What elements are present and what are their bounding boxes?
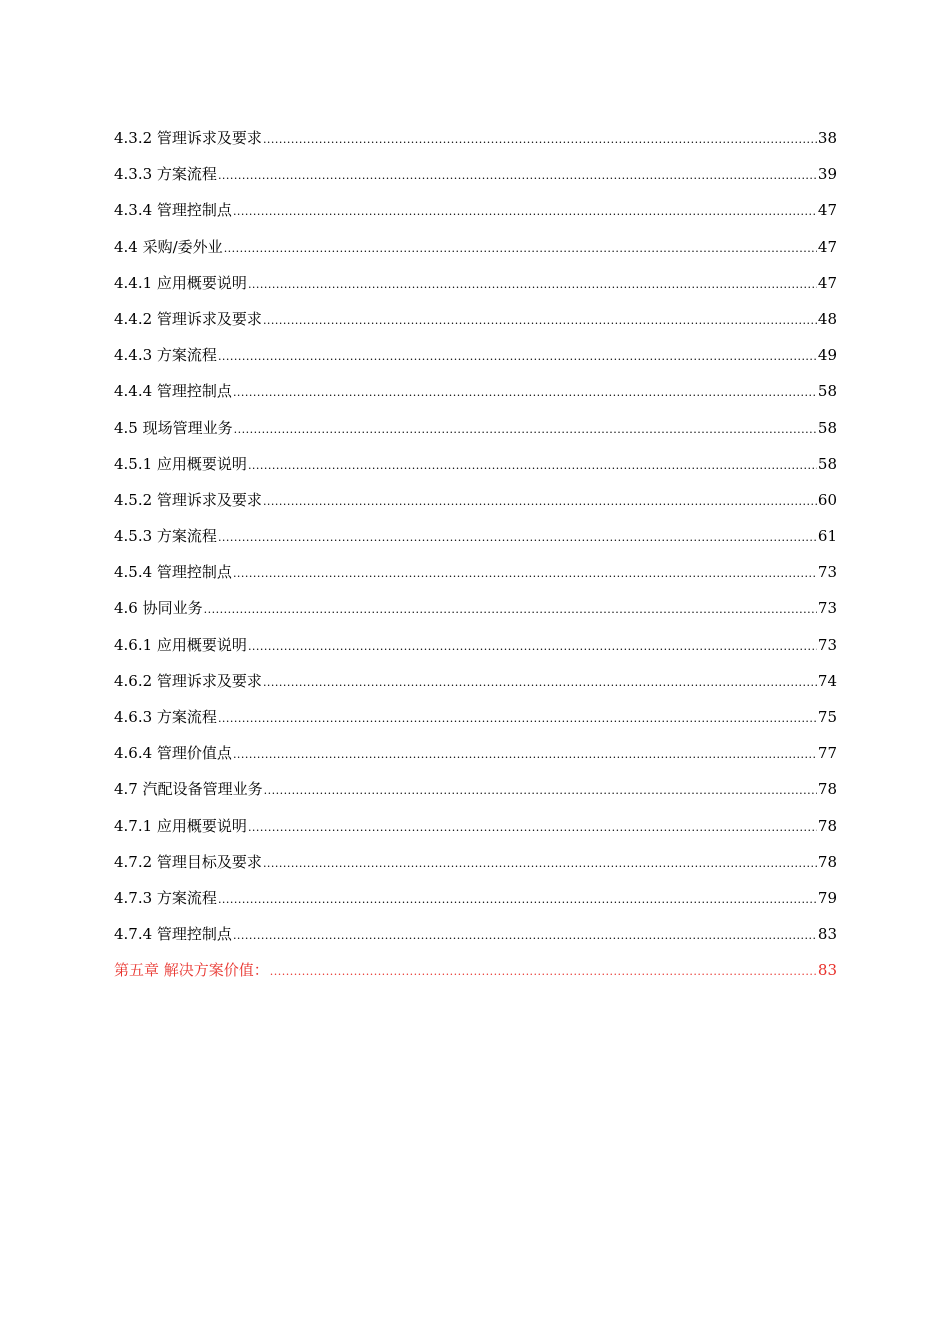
toc-entry-page: 73: [817, 599, 837, 618]
toc-entry-label: 4.3.3 方案流程: [114, 165, 217, 184]
toc-entry-label: 4.6.1 应用概要说明: [114, 635, 247, 654]
toc-entry-page: 78: [817, 780, 837, 799]
dot-leader: [270, 962, 817, 982]
toc-entry[interactable]: [114, 816, 837, 852]
toc-entry[interactable]: [114, 598, 837, 634]
toc-entry-page: 60: [817, 490, 837, 509]
toc-entry[interactable]: [114, 562, 837, 598]
toc-entry-page: 47: [817, 237, 837, 256]
dot-leader: [234, 420, 817, 440]
dot-leader: [264, 781, 817, 801]
toc-entry[interactable]: [114, 273, 837, 309]
toc-entry[interactable]: [114, 852, 837, 888]
toc-entry-label: 4.4.1 应用概要说明: [114, 273, 247, 292]
toc-entry-page: 75: [817, 708, 837, 726]
toc-entry-page: 38: [817, 129, 837, 147]
toc-entry-page: 73: [817, 635, 837, 654]
dot-leader: [218, 347, 817, 367]
toc-entry[interactable]: [114, 309, 837, 345]
toc-entry[interactable]: [114, 237, 837, 273]
toc-entry[interactable]: [114, 924, 837, 960]
toc-entry-page: 48: [817, 309, 837, 328]
toc-entry-label: 4.6 协同业务: [114, 599, 203, 618]
dot-leader: [233, 926, 817, 946]
toc-chapter-entry[interactable]: [114, 960, 837, 996]
toc-entry-label: 4.4.2 管理诉求及要求: [114, 309, 262, 328]
toc-entry-page: 58: [817, 382, 837, 401]
toc-entry-page: 58: [817, 454, 837, 473]
toc-entry[interactable]: [114, 779, 837, 815]
toc-entry[interactable]: [114, 671, 837, 707]
toc-entry[interactable]: [114, 164, 837, 200]
toc-entry[interactable]: [114, 490, 837, 526]
dot-leader: [248, 818, 817, 838]
toc-entry-label: 4.4 采购/委外业: [114, 237, 223, 256]
toc-entry-page: 78: [817, 852, 837, 871]
toc-entry-label: 4.7.3 方案流程: [114, 888, 217, 907]
dot-leader: [263, 130, 817, 150]
toc-entry-page: 79: [817, 888, 837, 907]
toc-entry-label: 4.7 汽配设备管理业务: [114, 780, 263, 799]
toc-entry-page: 78: [817, 816, 837, 835]
dot-leader: [224, 239, 817, 259]
toc-entry-page: 39: [817, 165, 837, 184]
toc-entry[interactable]: [114, 635, 837, 671]
dot-leader: [263, 673, 817, 693]
dot-leader: [248, 456, 817, 476]
toc-entry-label: 4.4.3 方案流程: [114, 346, 217, 365]
dot-leader: [218, 709, 817, 729]
toc-entry-label: 4.7.4 管理控制点: [114, 925, 232, 944]
toc-entry-label: 4.5.3 方案流程: [114, 527, 217, 546]
toc-entry[interactable]: [114, 418, 837, 454]
toc-entry-page: 58: [817, 418, 837, 437]
toc-entry-page: 47: [817, 273, 837, 292]
toc-entry-page: 47: [817, 201, 837, 220]
toc-entry[interactable]: [114, 345, 837, 381]
toc-entry[interactable]: [114, 381, 837, 417]
dot-leader: [233, 745, 817, 765]
dot-leader: [204, 600, 817, 620]
toc-entry-label: 4.6.2 管理诉求及要求: [114, 671, 262, 690]
dot-leader: [218, 890, 817, 910]
toc-entry-label: 4.5 现场管理业务: [114, 418, 233, 437]
toc-entry[interactable]: [114, 200, 837, 236]
dot-leader: [218, 166, 817, 186]
toc-entry-label: 4.4.4 管理控制点: [114, 382, 232, 401]
dot-leader: [263, 492, 817, 512]
dot-leader: [263, 854, 817, 874]
toc-entry-page: 77: [817, 744, 837, 763]
toc-entry-page: 61: [817, 527, 837, 546]
toc-entry[interactable]: [114, 743, 837, 779]
toc-entry-label: 4.7.2 管理目标及要求: [114, 852, 262, 871]
toc-entry-label: 4.6.4 管理价值点: [114, 744, 232, 763]
dot-leader: [233, 202, 817, 222]
toc-chapter-page: 83: [817, 961, 837, 980]
toc-entry-label: 4.5.2 管理诉求及要求: [114, 490, 262, 509]
toc-entry-page: 73: [817, 563, 837, 582]
toc-entry[interactable]: [114, 526, 837, 562]
toc-entry-page: 74: [817, 671, 837, 690]
dot-leader: [248, 275, 817, 295]
toc-entry-label: 4.6.3 方案流程: [114, 708, 217, 726]
toc-entry-page: 83: [817, 925, 837, 944]
toc-entry-label: 4.5.4 管理控制点: [114, 563, 232, 582]
toc-entry[interactable]: [114, 707, 837, 743]
dot-leader: [248, 637, 817, 657]
toc-entry-label: 4.3.2 管理诉求及要求: [114, 129, 262, 147]
dot-leader: [233, 383, 817, 403]
toc-chapter-label: 第五章 解决方案价值：: [114, 961, 269, 980]
toc-entry-label: 4.7.1 应用概要说明: [114, 816, 247, 835]
table-of-contents: [114, 128, 837, 997]
toc-entry[interactable]: [114, 128, 837, 164]
dot-leader: [263, 311, 817, 331]
toc-entry[interactable]: [114, 888, 837, 924]
toc-entry-label: 4.5.1 应用概要说明: [114, 454, 247, 473]
toc-entry[interactable]: [114, 454, 837, 490]
dot-leader: [218, 528, 817, 548]
toc-entry-label: 4.3.4 管理控制点: [114, 201, 232, 220]
dot-leader: [233, 564, 817, 584]
toc-entry-page: 49: [817, 346, 837, 365]
